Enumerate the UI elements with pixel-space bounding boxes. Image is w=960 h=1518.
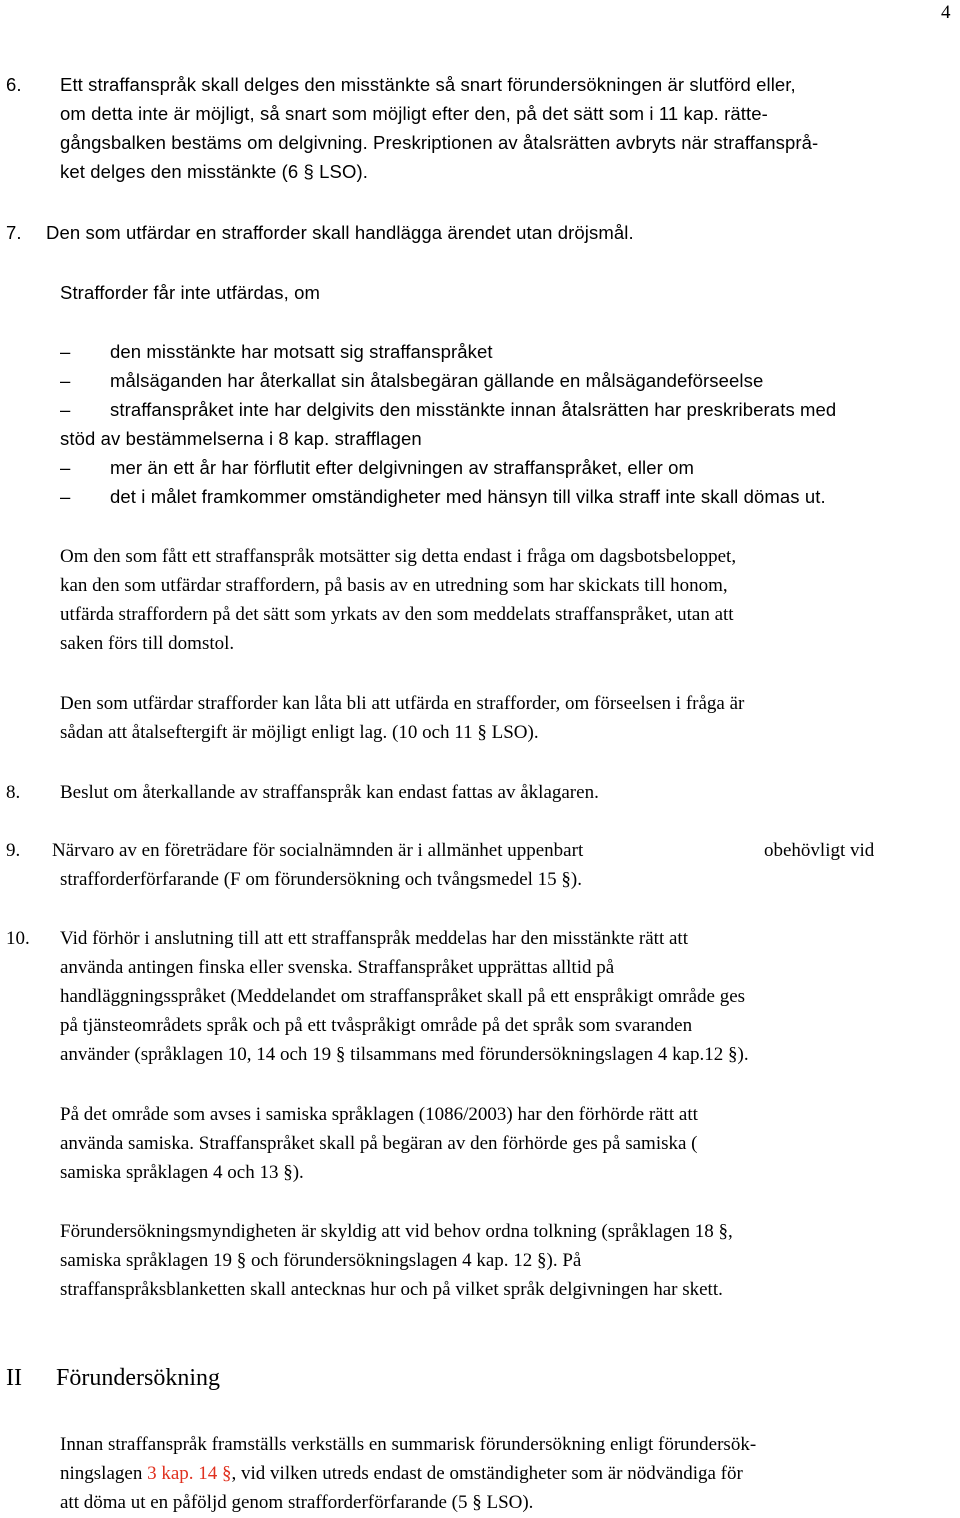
item-9-number: 9. xyxy=(6,840,21,861)
section-2-number: II xyxy=(6,1365,22,1391)
item-7-para-1-line-3: utfärda straffordern på det sätt som yrkats av den som meddelats straffanspråket, utan att xyxy=(60,604,734,625)
page-number: 4 xyxy=(941,2,951,23)
bullet-text: straffanspråket inte har delgivits den misstänkte innan åtalsrätten har preskriberats med xyxy=(110,399,837,420)
item-7-para-1-line-4: saken förs till domstol. xyxy=(60,633,235,654)
item-10-para-2-line-2: använda samiska. Straffanspråket skall på begäran av den förhörde ges på samiska ( xyxy=(60,1133,698,1154)
item-7-intro: Strafforder får inte utfärdas, om xyxy=(60,282,321,303)
item-10-para-1-line-3: handläggningsspråket (Meddelandet om straffanspråket skall på ett enspråkigt område ges xyxy=(60,986,746,1007)
bullet-4 xyxy=(60,457,694,479)
item-6-line-2: om detta inte är möjligt, så snart som möjligt efter den, på det sätt som i 11 kap. rätte- xyxy=(60,103,768,124)
item-7-para-2-line-2: sådan att åtalseftergift är möjligt enligt lag. (10 och 11 § LSO). xyxy=(60,722,539,743)
item-10-para-3-line-3: straffanspråksblanketten skall antecknas hur och på vilket språk delgivningen har skett. xyxy=(60,1279,723,1300)
section-2-line-2-post: , vid vilken utreds endast de omständigheter som är nödvändiga för xyxy=(231,1463,743,1484)
item-10-para-1-line-5: använder (språklagen 10, 14 och 19 § tilsammans med förundersökningslagen 4 kap.12 §). xyxy=(60,1044,749,1065)
item-8-line: Beslut om återkallande av straffanspråk kan endast fattas av åklagaren. xyxy=(60,782,599,803)
bullet-dash: – xyxy=(60,341,71,362)
bullet-5 xyxy=(60,486,826,508)
item-10-number: 10. xyxy=(6,928,30,949)
bullet-3 xyxy=(60,399,836,421)
item-10-para-1-line-2: använda antingen finska eller svenska. Straffanspråket upprättas alltid på xyxy=(60,957,615,978)
section-2-line-2 xyxy=(60,1463,743,1485)
item-10-para-1-line-4: på tjänsteområdets språk och på ett tvåspråkigt område på det språk som svaranden xyxy=(60,1015,693,1036)
bullet-dash: – xyxy=(60,399,71,420)
section-2-line-1: Innan straffanspråk framställs verkställs en summarisk förundersökning enligt förundersök- xyxy=(60,1434,757,1455)
item-6-number: 6. xyxy=(6,74,22,95)
item-9-line-1b: obehövligt vid xyxy=(764,840,875,861)
bullet-dash: – xyxy=(60,457,71,478)
item-6-line-1: Ett straffanspråk skall delges den misstänkte så snart förundersökningen är slutförd eller, xyxy=(60,74,796,95)
item-10-para-3-line-1: Förundersökningsmyndigheten är skyldig att vid behov ordna tolkning (språklagen 18 §, xyxy=(60,1221,733,1242)
item-7-para-1-line-2: kan den som utfärdar straffordern, på basis av en utredning som har skickats till honom, xyxy=(60,575,728,596)
item-9-line-1a: Närvaro av en företrädare för socialnämnden är i allmänhet uppenbart xyxy=(52,840,584,861)
bullet-1 xyxy=(60,341,493,363)
item-7-number: 7. xyxy=(6,222,22,243)
section-2-line-2-pre: ningslagen xyxy=(60,1463,148,1484)
section-2-title: Förundersökning xyxy=(56,1365,220,1391)
bullet-dash: – xyxy=(60,370,71,391)
item-6-line-4: ket delges den misstänkte (6 § LSO). xyxy=(60,161,368,182)
item-7-para-1-line-1: Om den som fått ett straffanspråk motsätter sig detta endast i fråga om dagsbotsbeloppet, xyxy=(60,546,737,567)
law-reference-link[interactable]: 3 kap. 14 § xyxy=(147,1463,232,1484)
item-10-para-3-line-2: samiska språklagen 19 § och förundersökningslagen 4 kap. 12 §). På xyxy=(60,1250,582,1271)
bullet-text: den misstänkte har motsatt sig straffanspråket xyxy=(110,341,493,362)
item-6-line-3: gångsbalken bestäms om delgivning. Preskriptionen av åtalsrätten avbryts när straffansprå- xyxy=(60,132,819,153)
bullet-text: mer än ett år har förflutit efter delgivningen av straffanspråket, eller om xyxy=(110,457,695,478)
item-10-para-2-line-3: samiska språklagen 4 och 13 §). xyxy=(60,1162,304,1183)
item-10-para-2-line-1: På det område som avses i samiska språklagen (1086/2003) har den förhörde rätt att xyxy=(60,1104,698,1125)
item-10-para-1-line-1: Vid förhör i anslutning till att ett straffanspråk meddelas har den misstänkte rätt att xyxy=(60,928,688,949)
bullet-3-cont: stöd av bestämmelserna i 8 kap. strafflagen xyxy=(60,428,422,449)
bullet-2 xyxy=(60,370,763,392)
item-8-number: 8. xyxy=(6,782,21,803)
bullet-text: det i målet framkommer omständigheter med hänsyn till vilka straff inte skall dömas ut. xyxy=(110,486,826,507)
item-7-line: Den som utfärdar en strafforder skall handlägga ärendet utan dröjsmål. xyxy=(46,222,634,243)
item-7-para-2-line-1: Den som utfärdar strafforder kan låta bli att utfärda en strafforder, om förseelsen i fråga är xyxy=(60,693,745,714)
section-2-line-3: att döma ut en påföljd genom strafforderförfarande (5 § LSO). xyxy=(60,1492,534,1513)
item-9-line-2: strafforderförfarande (F om förundersökning och tvångsmedel 15 §). xyxy=(60,869,582,890)
bullet-text: målsäganden har återkallat sin åtalsbegäran gällande en målsägandeförseelse xyxy=(110,370,764,391)
bullet-dash: – xyxy=(60,486,71,507)
